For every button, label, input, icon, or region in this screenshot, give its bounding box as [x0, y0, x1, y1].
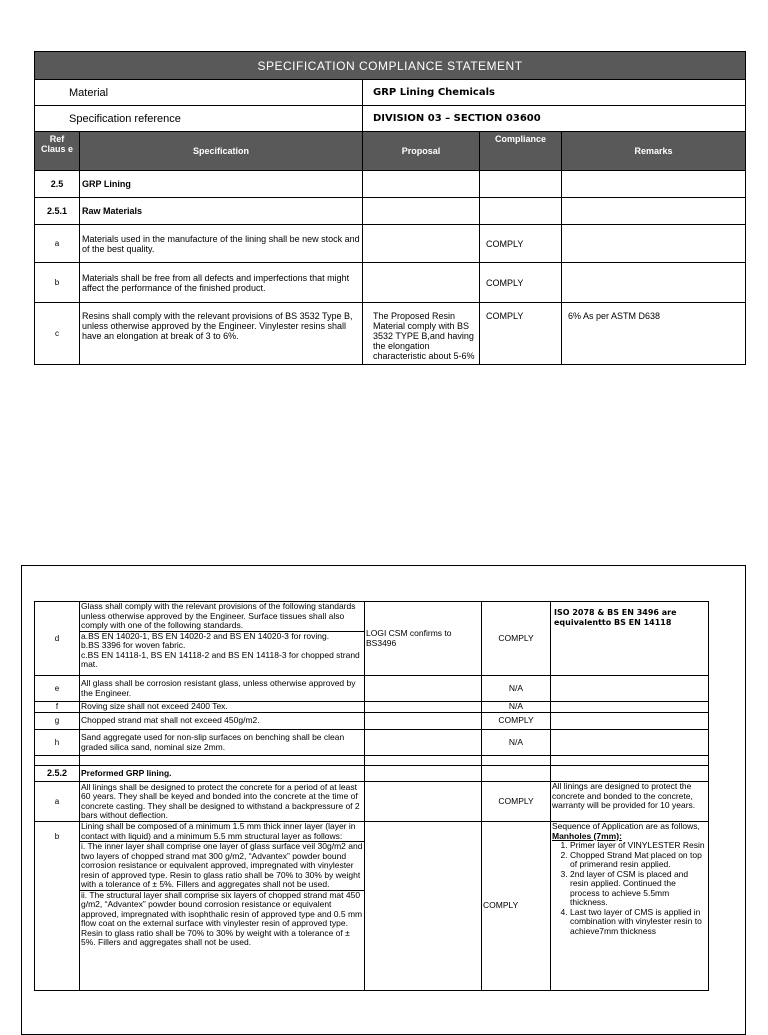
row-ref: h: [35, 730, 80, 756]
row-spec: Resins shall comply with the relevant provisions of BS 3532 Type B, unless otherwise approved by the Engineer. Vinylester resins shall have an elongation at break of 3 to 6%.: [80, 303, 363, 365]
remarks-intro: Sequence of Application are as follows,: [552, 821, 700, 831]
table-row: [35, 676, 709, 702]
row-compliance: COMPLY: [482, 602, 551, 676]
list-item: 2. Chopped Strand Mat placed on top of primerand resin applied.: [570, 851, 707, 870]
row-remarks: [551, 713, 709, 730]
table-row: [35, 303, 746, 365]
row-proposal: [363, 225, 480, 263]
row-compliance: [480, 198, 562, 225]
row-proposal: [363, 171, 480, 198]
row-ref: c: [35, 303, 80, 365]
row-ref: f: [35, 702, 80, 713]
row-spec: Materials shall be free from all defects and imperfections that might affect the performance of the finished product.: [80, 263, 363, 303]
row-ref: a: [35, 225, 80, 263]
row-remarks: [562, 263, 746, 303]
row-spec: [80, 822, 365, 991]
document-title: SPECIFICATION COMPLIANCE STATEMENT: [35, 52, 746, 80]
row-compliance: [482, 766, 551, 782]
row-remarks: [551, 702, 709, 713]
header-proposal: Proposal: [363, 132, 480, 171]
row-proposal: [363, 198, 480, 225]
list-item: 4. Last two layer of CMS is applied in combination with vinylester resin to achieve7mm thickness: [570, 908, 707, 937]
row-remarks: [562, 198, 746, 225]
row-compliance: N/A: [482, 730, 551, 756]
table-row: [35, 766, 709, 782]
row-remarks: [551, 766, 709, 782]
row-proposal: [365, 822, 482, 991]
row-spec: Materials used in the manufacture of the lining shall be new stock and of the best quality.: [80, 225, 363, 263]
spacer-row: [35, 756, 709, 766]
row-compliance: COMPLY: [480, 225, 562, 263]
header-compliance: Compliance: [480, 132, 562, 171]
row-proposal: [365, 676, 482, 702]
spec-text: Lining shall be composed of a minimum 1.5 mm thick inner layer (layer in contact with liquid) and a minimum 5.5 mm structural layer as follows:: [81, 821, 356, 841]
row-ref: 2.5: [35, 171, 80, 198]
header-specification: Specification: [80, 132, 363, 171]
row-remarks: [562, 171, 746, 198]
spec-text: ii. The structural layer shall comprise six layers of chopped strand mat 450 g/m2, “Advantex” powder bound corrosion resistance or equivalent approved, impregnated with isophthalic resin of approved type and 0.5 mm flow coat on the external surface with vinylester resin of approved type. Resin to glass ratio shall be 70% to 30% by weight with a tolerance of ± 5%. Fillers and aggregates shall not be used.: [81, 889, 363, 947]
table-row: [35, 822, 709, 991]
row-spec: Roving size shall not exceed 2400 Tex.: [80, 702, 365, 713]
table-row: [35, 225, 746, 263]
material-label: Material: [35, 80, 363, 106]
header-ref: Ref Claus e: [35, 132, 80, 171]
row-spec: [80, 602, 365, 676]
row-ref: e: [35, 676, 80, 702]
spec-text: c.BS EN 14118-1, BS EN 14118-2 and BS EN 14118-3 for chopped strand mat.: [81, 649, 360, 669]
row-compliance: COMPLY: [480, 263, 562, 303]
table-header-row: [35, 132, 746, 171]
row-proposal: [365, 730, 482, 756]
material-value: GRP Lining Chemicals: [363, 80, 746, 106]
row-proposal: [365, 782, 482, 822]
table-row: [35, 263, 746, 303]
row-proposal: LOGI CSM confirms to BS3496: [365, 602, 482, 676]
table-row: [35, 198, 746, 225]
compliance-table-page1: [34, 51, 746, 365]
row-compliance: N/A: [482, 676, 551, 702]
application-steps-list: [552, 841, 707, 936]
row-compliance: [480, 171, 562, 198]
table-row: [35, 171, 746, 198]
row-remarks: ISO 2078 & BS EN 3496 are equivalentto BS EN 14118: [551, 602, 709, 676]
row-ref: 2.5.1: [35, 198, 80, 225]
row-ref: 2.5.2: [35, 766, 80, 782]
row-ref: b: [35, 263, 80, 303]
list-item: 3. 2nd layer of CSM is placed and resin applied. Continued the process to achieve 5.5mm thickness.: [570, 870, 707, 908]
row-spec: Raw Materials: [80, 198, 363, 225]
row-ref: b: [35, 822, 80, 991]
row-remarks: All linings are designed to protect the concrete and bonded to the concrete, warranty will be provided for 10 years.: [551, 782, 709, 822]
row-remarks: [551, 676, 709, 702]
table-row: [35, 602, 709, 676]
row-spec: Preformed GRP lining.: [80, 766, 365, 782]
row-ref: d: [35, 602, 80, 676]
row-remarks: 6% As per ASTM D638: [562, 303, 746, 365]
remarks-heading: Manholes (7mm):: [552, 830, 622, 841]
row-ref: a: [35, 782, 80, 822]
row-remarks: [562, 225, 746, 263]
row-spec: All linings shall be designed to protect the concrete for a period of at least 60 years. They shall be keyed and bonded into the concrete at the time of concrete casting. They shall be designed to withstand a backpressure of 2 bars without deflection.: [80, 782, 365, 822]
spec-ref-value: DIVISION 03 – SECTION 03600: [363, 106, 746, 132]
table-row: [35, 702, 709, 713]
row-remarks: [551, 730, 709, 756]
spec-text: Glass shall comply with the relevant provisions of the following standards unless otherwise approved by the Engineer. Surface tissues shall also comply with one of the following standards.: [81, 601, 356, 630]
spec-ref-label: Specification reference: [35, 106, 363, 132]
row-proposal: [365, 766, 482, 782]
row-proposal: [363, 263, 480, 303]
table-row: [35, 730, 709, 756]
row-spec: Sand aggregate used for non-slip surfaces on benching shall be clean graded silica sand, nominal size 2mm.: [80, 730, 365, 756]
row-compliance: COMPLY: [480, 303, 562, 365]
table-row: [35, 713, 709, 730]
row-compliance: COMPLY: [482, 782, 551, 822]
row-compliance: N/A: [482, 702, 551, 713]
row-compliance: COMPLY: [482, 713, 551, 730]
row-proposal: [365, 713, 482, 730]
row-spec: GRP Lining: [80, 171, 363, 198]
header-remarks: Remarks: [562, 132, 746, 171]
row-ref: g: [35, 713, 80, 730]
spec-text: i. The inner layer shall comprise one layer of glass surface veil 30g/m2 and two layers of chopped strand mat 300 g/m2, “Advantex” powder bound corrosion resistance or equivalent approved, impregnated with vinylester resin of approved type. Resin to glass ratio shall be 70% to 30% by weight with a tolerance of ± 5%. Fillers and aggregates shall not be used.: [81, 841, 363, 889]
table-row: [35, 782, 709, 822]
spec-text: b.BS 3396 for woven fabric.: [81, 640, 186, 650]
row-proposal: The Proposed Resin Material comply with BS 3532 TYPE B,and having the elongation characteristic about 5-6%: [363, 303, 480, 365]
row-compliance: COMPLY: [482, 822, 551, 991]
row-spec: Chopped strand mat shall not exceed 450g/m2.: [80, 713, 365, 730]
row-remarks: [551, 822, 709, 991]
row-proposal: [365, 702, 482, 713]
spec-text: a.BS EN 14020-1, BS EN 14020-2 and BS EN 14020-3 for roving.: [80, 631, 364, 642]
list-item: 1. Primer layer of VINYLESTER Resin: [570, 841, 707, 851]
compliance-table-page2: [34, 601, 709, 991]
row-spec: All glass shall be corrosion resistant glass, unless otherwise approved by the Engineer.: [80, 676, 365, 702]
